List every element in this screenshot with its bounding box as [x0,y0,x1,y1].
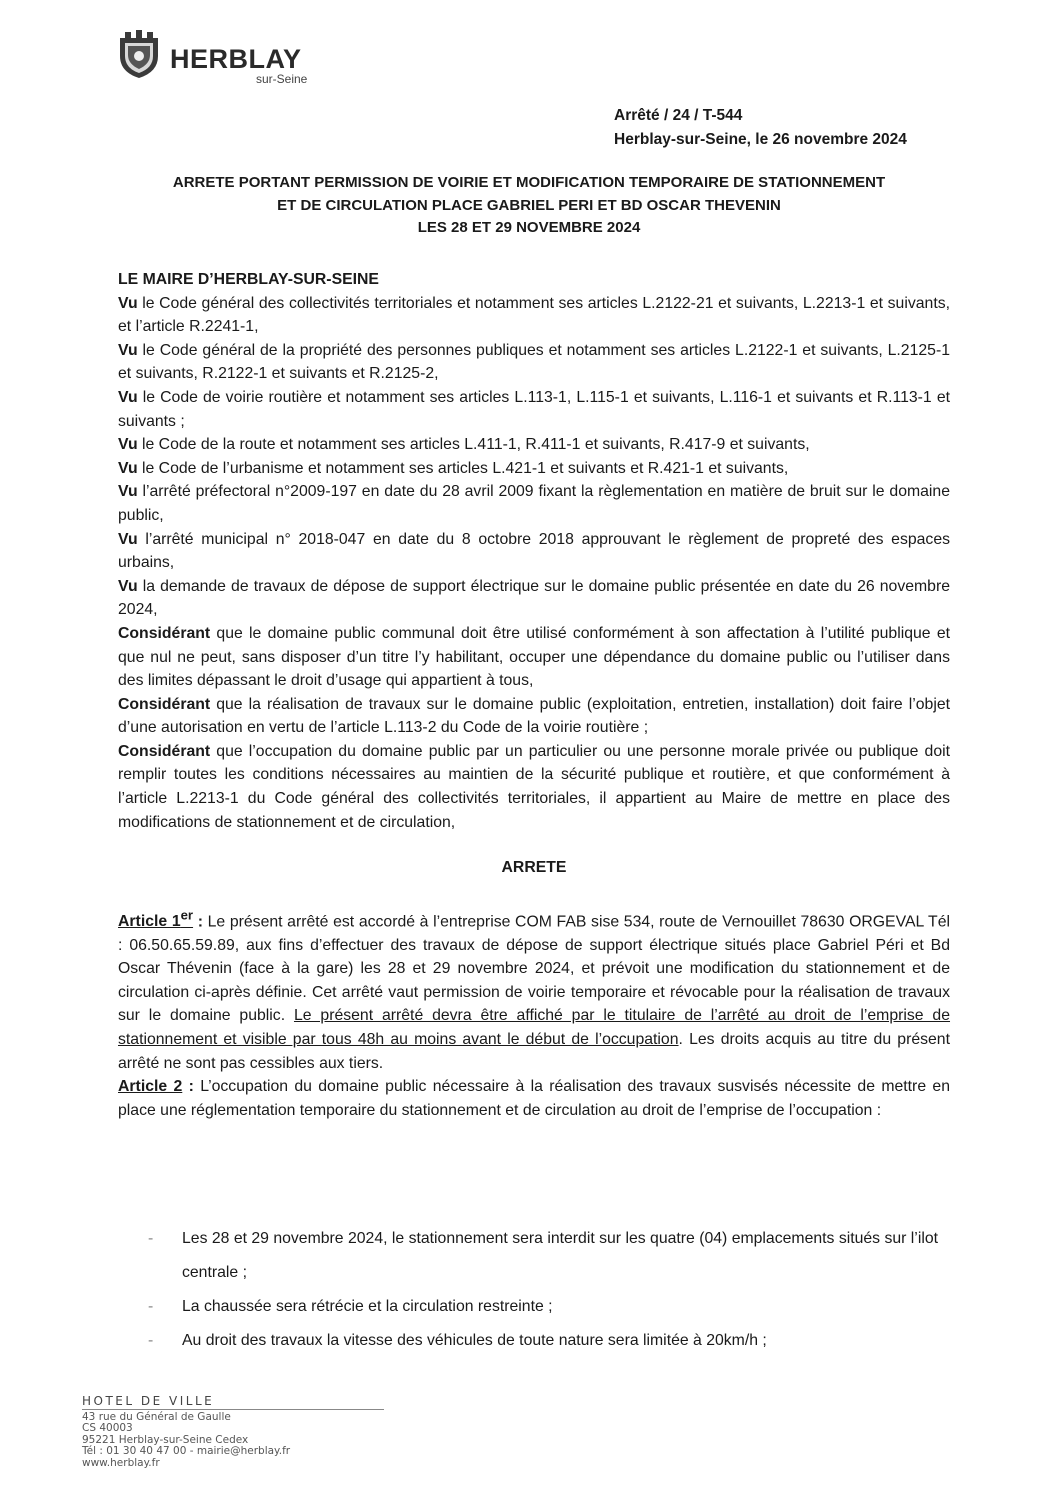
vu-paragraph [118,339,950,386]
list-item [148,1290,950,1324]
measure-text: La chaussée sera rétrécie et la circulation restreinte ; [182,1298,553,1315]
list-bullet: - [148,1230,154,1247]
considerant-paragraph [118,693,950,740]
list-bullet: - [148,1298,154,1315]
measure-text: Au droit des travaux la vitesse des véhicules de toute nature sera limitée à 20km/h ; [182,1332,767,1349]
vu-keyword: Vu [118,530,138,548]
list-bullet: - [148,1332,154,1349]
title-line-2: ET DE CIRCULATION PLACE GABRIEL PERI ET BD OSCAR THEVENIN [277,196,781,214]
article-1-tail: . Les droits acquis au titre du présent arrêté ne sont pas cessibles aux tiers. [118,1031,950,1072]
vu-paragraph [118,528,950,575]
considerant-keyword: Considérant [118,695,211,713]
footer-line: 95221 Herblay-sur-Seine Cedex [82,1433,249,1446]
article-2-label: Article 2 [118,1078,183,1096]
decree-number: Arrêté / 24 / T-544 [614,107,743,124]
footer-line: CS 40003 [82,1422,133,1434]
vu-text: le Code de la route et notamment ses articles L.411-1, R.411-1 et suivants, R.417-9 et suivants, [142,436,810,454]
city-crest-icon [116,30,162,80]
article-1-label: Article 1er [118,907,194,931]
vu-text: l’arrêté municipal n° 2018-047 en date du 8 octobre 2018 approuvant le règlement de propreté des espaces urbains, [118,530,951,572]
reference-block [614,104,907,152]
vu-keyword: Vu [118,294,138,312]
vu-text: la demande de travaux de dépose de support électrique sur le domaine public présentée en date du 26 novembre 2024, [118,577,951,619]
considerant-paragraph [118,740,950,834]
vu-keyword: Vu [118,436,138,454]
list-item [148,1324,950,1358]
measure-text: Les 28 et 29 novembre 2024, le stationnement sera interdit sur les quatre (04) emplacements situés sur l’ilot centrale ; [182,1230,939,1281]
vu-paragraph [118,575,950,622]
vu-keyword: Vu [118,459,138,477]
article-1 [118,904,950,1075]
considerant-paragraph [118,622,950,693]
measures-list [148,1222,950,1358]
vu-text: le Code général des collectivités territoriales et notamment ses articles L.2122-21 et suivants, L.2213-1 et suivants, et l’article R.2241-1, [118,294,950,336]
place-and-date: Herblay-sur-Seine, le 26 novembre 2024 [614,131,907,148]
footer-address [82,1396,384,1469]
considerant-keyword: Considérant [118,742,211,760]
footer-line: 43 rue du Général de Gaulle [82,1410,231,1423]
considerant-text: que le domaine public communal doit être utilisé conformément à son affectation à l’utilité publique et que nul ne peut, sans disposer d’un titre l’y habilitant, occuper une dépendance du domaine public ou l’utiliser dans des limites dépassant le droit d’usage qui appartient à tous, [118,624,950,690]
article-2 [118,1075,950,1122]
list-item [148,1222,950,1290]
vu-paragraph [118,457,950,481]
vu-paragraph [118,480,950,527]
article-1-colon: : [193,913,203,931]
footer-line: Tél : 01 30 40 47 00 - mairie@herblay.fr [82,1445,291,1457]
title-line-1: ARRETE PORTANT PERMISSION DE VOIRIE ET MODIFICATION TEMPORAIRE DE STATIONNEMENT [172,174,886,191]
vu-keyword: Vu [118,341,138,359]
article-2-text: L’occupation du domaine public nécessaire à la réalisation des travaux susvisés nécessite de mettre en place une réglementation temporaire du stationnement et de circulation au droit de l’emprise de l’occupation : [118,1078,950,1119]
vu-text: le Code de voirie routière et notamment ses articles L.113-1, L.115-1 et suivants, L.116-1 et suivants et R.113-1 et suivants ; [118,388,950,430]
article-1-text: Le présent arrêté est accordé à l’entreprise COM FAB sise 534, route de Vernouillet 78630 ORGEVAL Tél : 06.50.65.59.89, aux fins d’effectuer des travaux de dépose de support électrique situés place Gabriel Péri et Bd Oscar Thévenin (face à la gare) les 28 et 29 novembre 2024, et prévoit une modification du stationnement et de circulation ci-après définie. Cet arrêté vaut permission de voirie temporaire et révocable pour la réalisation de travaux sur le domaine public. [118,913,950,1025]
arrete-heading: ARRETE [501,859,567,877]
vu-paragraph [118,292,950,339]
article-1-superscript: er [180,907,194,923]
vu-text: l’arrêté préfectoral n°2009-197 en date du 28 avril 2009 fixant la règlementation en matière de bruit sur le domaine public, [118,483,951,524]
logo-wordmark: HERBLAY [170,44,302,74]
vu-text: le Code général de la propriété des personnes publiques et notamment ses articles L.2122-1 et suivants, L.2125-1 et suivants, R.2122-1 et suivants et R.2125-2, [118,341,951,383]
footer-line: www.herblay.fr [82,1456,160,1469]
article-2-colon: : [182,1078,194,1096]
vu-keyword: Vu [118,577,138,595]
document-title [110,172,948,240]
mayor-heading: LE MAIRE D’HERBLAY-SUR-SEINE [118,271,379,288]
vu-text: le Code de l’urbanisme et notamment ses articles L.421-1 et suivants et R.421-1 et suivants, [142,459,789,477]
considerant-text: que la réalisation de travaux sur le domaine public (exploitation, entretien, installation) doit faire l’objet d’une autorisation en vertu de l’article L.113-2 du Code de la voirie routière ; [118,695,951,737]
document-body [118,268,950,1122]
considerant-keyword: Considérant [118,624,211,642]
herblay-logo [116,30,346,90]
vu-keyword: Vu [118,483,138,501]
considerant-text: que l’occupation du domaine public par un particulier ou une personne morale privée ou publique doit remplir toutes les conditions nécessaires au maintien de la sécurité publique et routière, et que conformément à l’article L.2213-1 du Code général des collectivités territoriales, il appartient au Maire de mettre en place des modifications de stationnement et de circulation, [118,742,951,831]
article-1-posting-requirement: Le présent arrêté devra être affiché par le titulaire de l’arrêté au droit de l’emprise de stationnement et visible par tous 48h au moins avant le début de l’occupation [118,1007,951,1049]
vu-keyword: Vu [118,388,138,406]
title-line-3: LES 28 ET 29 NOVEMBRE 2024 [417,219,641,236]
footer-divider [82,1409,384,1410]
vu-paragraph [118,386,950,433]
vu-paragraph [118,433,950,457]
footer-title: HOTEL DE VILLE [82,1394,215,1408]
logo-subtitle: sur-Seine [256,72,308,86]
